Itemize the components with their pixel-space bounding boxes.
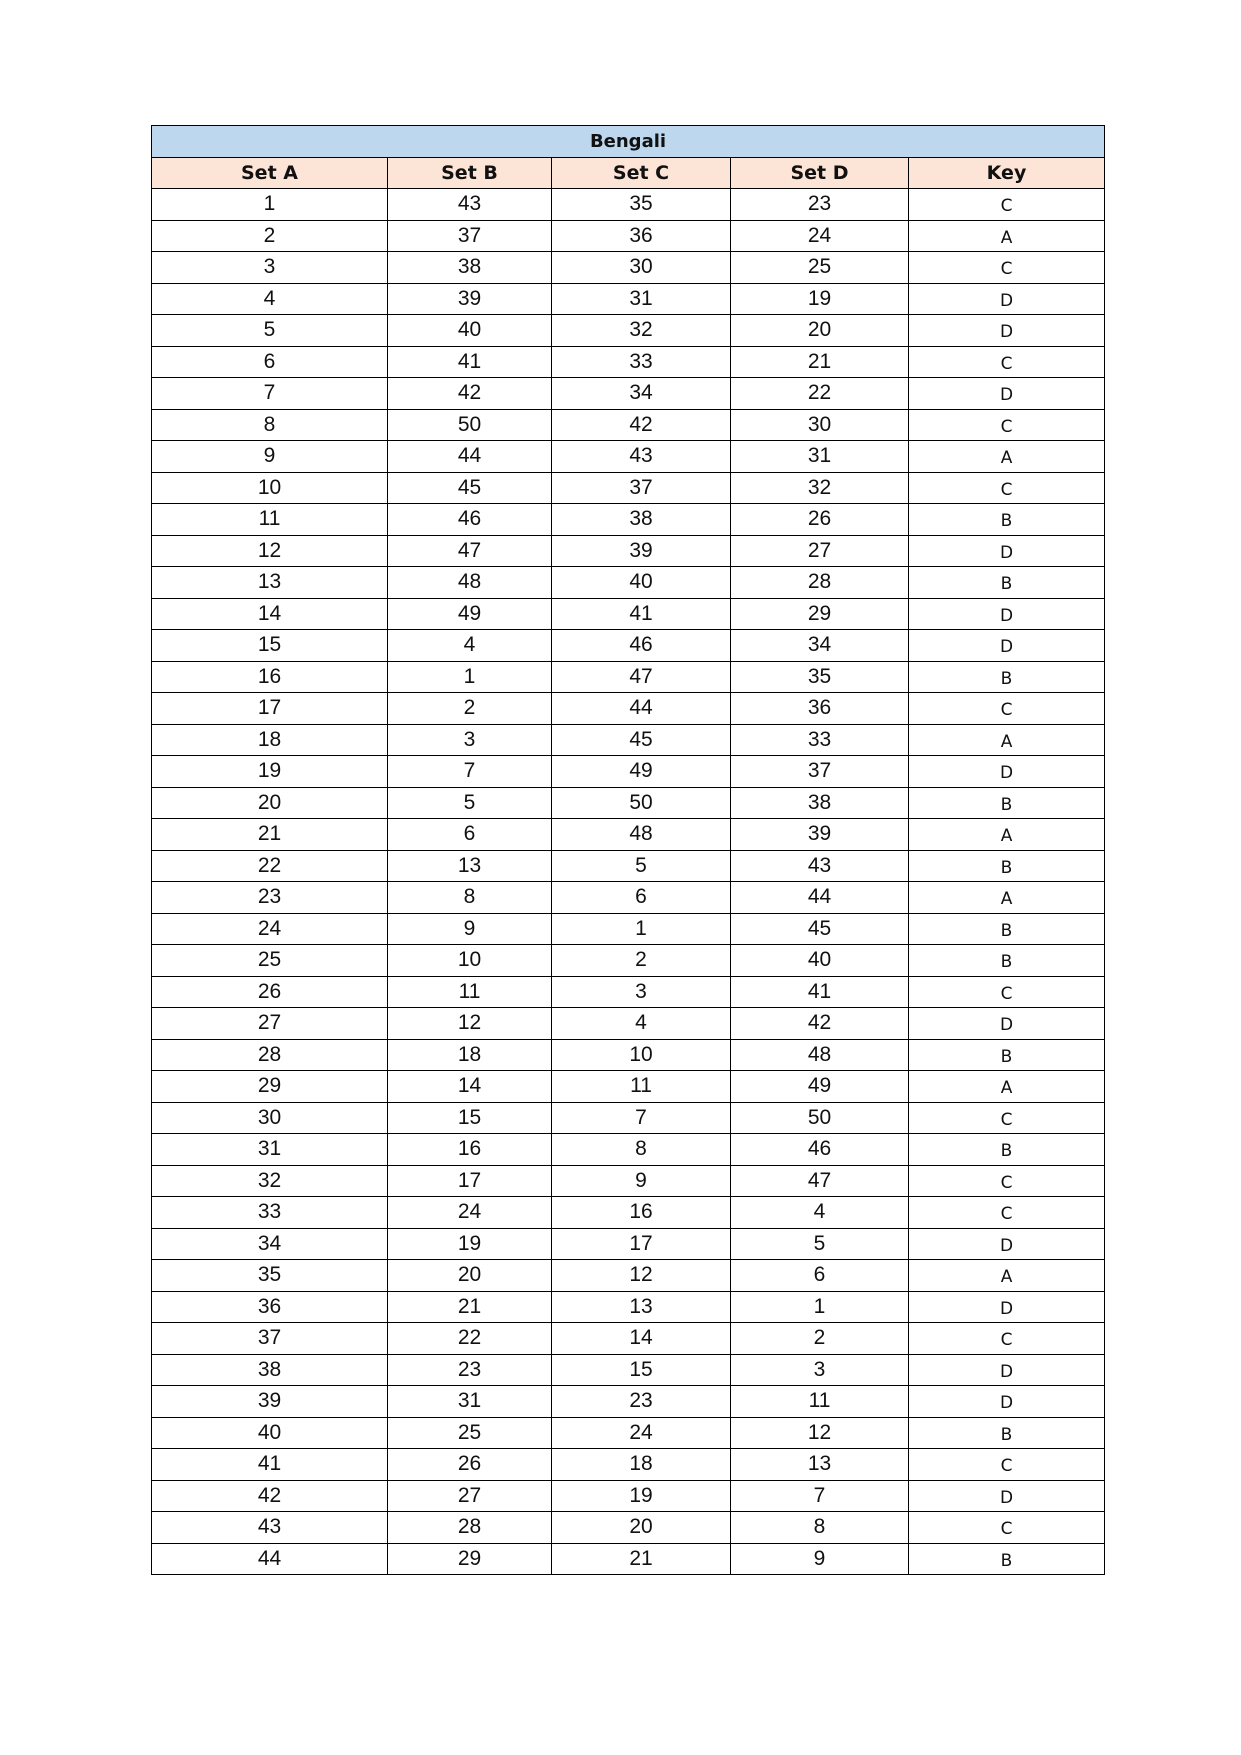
cell-set-c: 14 xyxy=(552,1323,731,1355)
cell-key: C xyxy=(909,1102,1105,1134)
cell-set-c: 21 xyxy=(552,1543,731,1575)
cell-set-c: 12 xyxy=(552,1260,731,1292)
table-row xyxy=(152,1197,1105,1229)
cell-set-d: 30 xyxy=(731,409,909,441)
cell-set-d: 38 xyxy=(731,787,909,819)
cell-set-a: 42 xyxy=(152,1480,388,1512)
table-row xyxy=(152,1543,1105,1575)
cell-set-c: 31 xyxy=(552,283,731,315)
table-title-row xyxy=(152,126,1105,158)
header-key: Key xyxy=(909,157,1105,189)
cell-set-a: 24 xyxy=(152,913,388,945)
cell-set-d: 24 xyxy=(731,220,909,252)
cell-set-b: 28 xyxy=(388,1512,552,1544)
header-set-d: Set D xyxy=(731,157,909,189)
table-row xyxy=(152,567,1105,599)
cell-set-c: 20 xyxy=(552,1512,731,1544)
cell-set-b: 22 xyxy=(388,1323,552,1355)
cell-set-a: 20 xyxy=(152,787,388,819)
cell-set-b: 2 xyxy=(388,693,552,725)
cell-set-d: 31 xyxy=(731,441,909,473)
cell-set-c: 47 xyxy=(552,661,731,693)
header-set-b: Set B xyxy=(388,157,552,189)
cell-set-a: 37 xyxy=(152,1323,388,1355)
cell-set-b: 8 xyxy=(388,882,552,914)
cell-set-a: 35 xyxy=(152,1260,388,1292)
cell-set-c: 16 xyxy=(552,1197,731,1229)
cell-set-a: 11 xyxy=(152,504,388,536)
cell-set-d: 2 xyxy=(731,1323,909,1355)
table-row xyxy=(152,1386,1105,1418)
cell-set-c: 41 xyxy=(552,598,731,630)
cell-set-b: 38 xyxy=(388,252,552,284)
cell-set-b: 24 xyxy=(388,1197,552,1229)
cell-set-b: 44 xyxy=(388,441,552,473)
cell-set-b: 9 xyxy=(388,913,552,945)
cell-set-d: 1 xyxy=(731,1291,909,1323)
table-row xyxy=(152,787,1105,819)
cell-set-a: 16 xyxy=(152,661,388,693)
cell-set-c: 32 xyxy=(552,315,731,347)
cell-set-d: 45 xyxy=(731,913,909,945)
cell-set-a: 26 xyxy=(152,976,388,1008)
cell-set-d: 23 xyxy=(731,189,909,221)
table-row xyxy=(152,220,1105,252)
cell-set-b: 4 xyxy=(388,630,552,662)
table-row xyxy=(152,441,1105,473)
cell-set-c: 13 xyxy=(552,1291,731,1323)
table-row xyxy=(152,913,1105,945)
cell-set-c: 9 xyxy=(552,1165,731,1197)
cell-set-d: 3 xyxy=(731,1354,909,1386)
cell-set-c: 17 xyxy=(552,1228,731,1260)
cell-set-b: 47 xyxy=(388,535,552,567)
cell-set-b: 41 xyxy=(388,346,552,378)
cell-set-d: 9 xyxy=(731,1543,909,1575)
cell-set-a: 29 xyxy=(152,1071,388,1103)
table-row xyxy=(152,346,1105,378)
cell-set-a: 18 xyxy=(152,724,388,756)
table-row xyxy=(152,756,1105,788)
cell-set-c: 19 xyxy=(552,1480,731,1512)
cell-set-a: 13 xyxy=(152,567,388,599)
table-row xyxy=(152,1480,1105,1512)
cell-key: D xyxy=(909,315,1105,347)
cell-set-b: 48 xyxy=(388,567,552,599)
cell-set-d: 34 xyxy=(731,630,909,662)
cell-set-b: 31 xyxy=(388,1386,552,1418)
cell-set-c: 8 xyxy=(552,1134,731,1166)
cell-set-d: 19 xyxy=(731,283,909,315)
cell-set-d: 22 xyxy=(731,378,909,410)
cell-set-c: 38 xyxy=(552,504,731,536)
cell-key: D xyxy=(909,756,1105,788)
cell-set-a: 32 xyxy=(152,1165,388,1197)
cell-key: B xyxy=(909,787,1105,819)
table-row xyxy=(152,630,1105,662)
cell-set-a: 2 xyxy=(152,220,388,252)
cell-set-b: 46 xyxy=(388,504,552,536)
cell-set-b: 25 xyxy=(388,1417,552,1449)
cell-set-a: 41 xyxy=(152,1449,388,1481)
table-row xyxy=(152,1449,1105,1481)
table-row xyxy=(152,1165,1105,1197)
cell-key: B xyxy=(909,913,1105,945)
cell-set-b: 27 xyxy=(388,1480,552,1512)
cell-set-a: 4 xyxy=(152,283,388,315)
table-row xyxy=(152,1512,1105,1544)
cell-set-b: 40 xyxy=(388,315,552,347)
cell-set-d: 37 xyxy=(731,756,909,788)
cell-set-d: 35 xyxy=(731,661,909,693)
cell-key: D xyxy=(909,1480,1105,1512)
cell-set-c: 7 xyxy=(552,1102,731,1134)
cell-set-a: 12 xyxy=(152,535,388,567)
cell-set-d: 40 xyxy=(731,945,909,977)
cell-set-c: 6 xyxy=(552,882,731,914)
cell-set-a: 21 xyxy=(152,819,388,851)
table-row xyxy=(152,535,1105,567)
cell-set-c: 40 xyxy=(552,567,731,599)
cell-set-a: 3 xyxy=(152,252,388,284)
cell-set-c: 44 xyxy=(552,693,731,725)
cell-set-a: 30 xyxy=(152,1102,388,1134)
cell-set-b: 23 xyxy=(388,1354,552,1386)
cell-set-a: 39 xyxy=(152,1386,388,1418)
table-row xyxy=(152,882,1105,914)
cell-set-a: 9 xyxy=(152,441,388,473)
cell-key: A xyxy=(909,220,1105,252)
cell-set-c: 48 xyxy=(552,819,731,851)
table-row xyxy=(152,976,1105,1008)
cell-set-c: 37 xyxy=(552,472,731,504)
cell-set-a: 17 xyxy=(152,693,388,725)
cell-key: A xyxy=(909,1260,1105,1292)
cell-set-d: 6 xyxy=(731,1260,909,1292)
table-row xyxy=(152,1291,1105,1323)
table-row xyxy=(152,1323,1105,1355)
table-row xyxy=(152,598,1105,630)
cell-set-d: 27 xyxy=(731,535,909,567)
cell-set-d: 26 xyxy=(731,504,909,536)
cell-set-d: 4 xyxy=(731,1197,909,1229)
table-row xyxy=(152,1134,1105,1166)
cell-set-c: 11 xyxy=(552,1071,731,1103)
cell-set-c: 35 xyxy=(552,189,731,221)
cell-set-b: 26 xyxy=(388,1449,552,1481)
cell-set-c: 24 xyxy=(552,1417,731,1449)
cell-key: B xyxy=(909,1134,1105,1166)
cell-set-b: 37 xyxy=(388,220,552,252)
cell-set-c: 1 xyxy=(552,913,731,945)
cell-key: B xyxy=(909,850,1105,882)
table-row xyxy=(152,378,1105,410)
cell-set-d: 7 xyxy=(731,1480,909,1512)
cell-set-c: 2 xyxy=(552,945,731,977)
table-row xyxy=(152,189,1105,221)
cell-set-c: 30 xyxy=(552,252,731,284)
cell-set-c: 5 xyxy=(552,850,731,882)
table-row xyxy=(152,850,1105,882)
cell-set-a: 23 xyxy=(152,882,388,914)
cell-key: D xyxy=(909,630,1105,662)
cell-key: B xyxy=(909,1039,1105,1071)
cell-set-b: 6 xyxy=(388,819,552,851)
cell-set-a: 36 xyxy=(152,1291,388,1323)
cell-key: C xyxy=(909,346,1105,378)
cell-set-d: 5 xyxy=(731,1228,909,1260)
cell-set-b: 29 xyxy=(388,1543,552,1575)
cell-set-b: 39 xyxy=(388,283,552,315)
cell-set-b: 12 xyxy=(388,1008,552,1040)
cell-set-c: 45 xyxy=(552,724,731,756)
table-row xyxy=(152,1039,1105,1071)
answer-key-table xyxy=(151,125,1105,1575)
cell-key: D xyxy=(909,1008,1105,1040)
cell-set-d: 43 xyxy=(731,850,909,882)
cell-set-b: 21 xyxy=(388,1291,552,1323)
cell-set-c: 46 xyxy=(552,630,731,662)
cell-set-c: 39 xyxy=(552,535,731,567)
cell-set-a: 14 xyxy=(152,598,388,630)
header-set-a: Set A xyxy=(152,157,388,189)
table-title: Bengali xyxy=(152,126,1105,158)
cell-set-c: 4 xyxy=(552,1008,731,1040)
cell-set-b: 14 xyxy=(388,1071,552,1103)
cell-key: D xyxy=(909,598,1105,630)
cell-key: C xyxy=(909,189,1105,221)
cell-set-b: 43 xyxy=(388,189,552,221)
cell-set-b: 45 xyxy=(388,472,552,504)
cell-set-d: 48 xyxy=(731,1039,909,1071)
cell-set-c: 36 xyxy=(552,220,731,252)
cell-set-b: 42 xyxy=(388,378,552,410)
table-row xyxy=(152,945,1105,977)
table-row xyxy=(152,1417,1105,1449)
cell-set-d: 41 xyxy=(731,976,909,1008)
cell-set-a: 22 xyxy=(152,850,388,882)
cell-key: C xyxy=(909,1165,1105,1197)
cell-set-b: 18 xyxy=(388,1039,552,1071)
cell-set-c: 33 xyxy=(552,346,731,378)
cell-set-d: 47 xyxy=(731,1165,909,1197)
table-header-row xyxy=(152,157,1105,189)
cell-set-d: 29 xyxy=(731,598,909,630)
table-row xyxy=(152,1071,1105,1103)
cell-set-a: 5 xyxy=(152,315,388,347)
cell-set-a: 33 xyxy=(152,1197,388,1229)
cell-set-c: 23 xyxy=(552,1386,731,1418)
cell-key: A xyxy=(909,819,1105,851)
cell-key: A xyxy=(909,724,1105,756)
cell-set-a: 25 xyxy=(152,945,388,977)
cell-key: C xyxy=(909,1449,1105,1481)
cell-set-d: 50 xyxy=(731,1102,909,1134)
table-row xyxy=(152,1354,1105,1386)
cell-key: C xyxy=(909,693,1105,725)
cell-key: B xyxy=(909,945,1105,977)
cell-key: D xyxy=(909,283,1105,315)
table-row xyxy=(152,724,1105,756)
cell-set-b: 50 xyxy=(388,409,552,441)
cell-set-b: 5 xyxy=(388,787,552,819)
cell-key: C xyxy=(909,1197,1105,1229)
cell-set-c: 10 xyxy=(552,1039,731,1071)
cell-set-d: 28 xyxy=(731,567,909,599)
cell-key: D xyxy=(909,1291,1105,1323)
cell-key: C xyxy=(909,1323,1105,1355)
cell-set-d: 33 xyxy=(731,724,909,756)
cell-key: A xyxy=(909,882,1105,914)
table-row xyxy=(152,283,1105,315)
cell-set-c: 15 xyxy=(552,1354,731,1386)
cell-set-c: 49 xyxy=(552,756,731,788)
table-row xyxy=(152,819,1105,851)
cell-set-a: 28 xyxy=(152,1039,388,1071)
cell-key: B xyxy=(909,661,1105,693)
cell-set-d: 21 xyxy=(731,346,909,378)
cell-set-a: 27 xyxy=(152,1008,388,1040)
table-row xyxy=(152,252,1105,284)
cell-key: C xyxy=(909,472,1105,504)
cell-set-d: 12 xyxy=(731,1417,909,1449)
cell-set-d: 11 xyxy=(731,1386,909,1418)
cell-set-a: 44 xyxy=(152,1543,388,1575)
table-row xyxy=(152,315,1105,347)
cell-set-d: 36 xyxy=(731,693,909,725)
cell-set-a: 8 xyxy=(152,409,388,441)
cell-key: C xyxy=(909,252,1105,284)
table-body xyxy=(152,189,1105,1575)
table-row xyxy=(152,504,1105,536)
table-row xyxy=(152,472,1105,504)
cell-key: B xyxy=(909,1417,1105,1449)
header-set-c: Set C xyxy=(552,157,731,189)
cell-set-d: 42 xyxy=(731,1008,909,1040)
cell-key: D xyxy=(909,1354,1105,1386)
table-row xyxy=(152,693,1105,725)
cell-key: C xyxy=(909,409,1105,441)
table-row xyxy=(152,661,1105,693)
cell-set-b: 49 xyxy=(388,598,552,630)
table-row xyxy=(152,1008,1105,1040)
cell-key: D xyxy=(909,1228,1105,1260)
cell-key: B xyxy=(909,504,1105,536)
cell-set-b: 16 xyxy=(388,1134,552,1166)
table-row xyxy=(152,1228,1105,1260)
cell-set-d: 49 xyxy=(731,1071,909,1103)
table-row xyxy=(152,1102,1105,1134)
cell-key: A xyxy=(909,1071,1105,1103)
table-row xyxy=(152,409,1105,441)
cell-set-c: 34 xyxy=(552,378,731,410)
cell-key: D xyxy=(909,378,1105,410)
cell-set-a: 40 xyxy=(152,1417,388,1449)
cell-set-c: 43 xyxy=(552,441,731,473)
cell-set-a: 15 xyxy=(152,630,388,662)
cell-set-c: 42 xyxy=(552,409,731,441)
cell-key: C xyxy=(909,1512,1105,1544)
cell-set-a: 19 xyxy=(152,756,388,788)
cell-set-a: 10 xyxy=(152,472,388,504)
cell-set-b: 20 xyxy=(388,1260,552,1292)
cell-key: D xyxy=(909,535,1105,567)
cell-set-c: 3 xyxy=(552,976,731,1008)
cell-set-b: 10 xyxy=(388,945,552,977)
cell-set-b: 19 xyxy=(388,1228,552,1260)
cell-set-d: 44 xyxy=(731,882,909,914)
cell-key: B xyxy=(909,1543,1105,1575)
cell-key: C xyxy=(909,976,1105,1008)
cell-set-a: 6 xyxy=(152,346,388,378)
cell-set-a: 31 xyxy=(152,1134,388,1166)
cell-set-b: 7 xyxy=(388,756,552,788)
cell-set-c: 50 xyxy=(552,787,731,819)
cell-set-b: 13 xyxy=(388,850,552,882)
cell-set-d: 46 xyxy=(731,1134,909,1166)
table-row xyxy=(152,1260,1105,1292)
cell-set-a: 43 xyxy=(152,1512,388,1544)
cell-set-b: 15 xyxy=(388,1102,552,1134)
cell-set-b: 3 xyxy=(388,724,552,756)
cell-set-b: 17 xyxy=(388,1165,552,1197)
cell-set-d: 25 xyxy=(731,252,909,284)
cell-set-c: 18 xyxy=(552,1449,731,1481)
cell-set-a: 1 xyxy=(152,189,388,221)
cell-key: D xyxy=(909,1386,1105,1418)
cell-set-b: 1 xyxy=(388,661,552,693)
cell-set-d: 13 xyxy=(731,1449,909,1481)
cell-set-a: 38 xyxy=(152,1354,388,1386)
cell-set-a: 34 xyxy=(152,1228,388,1260)
cell-set-d: 20 xyxy=(731,315,909,347)
cell-set-d: 39 xyxy=(731,819,909,851)
cell-key: A xyxy=(909,441,1105,473)
cell-key: B xyxy=(909,567,1105,599)
cell-set-a: 7 xyxy=(152,378,388,410)
cell-set-d: 8 xyxy=(731,1512,909,1544)
cell-set-d: 32 xyxy=(731,472,909,504)
cell-set-b: 11 xyxy=(388,976,552,1008)
